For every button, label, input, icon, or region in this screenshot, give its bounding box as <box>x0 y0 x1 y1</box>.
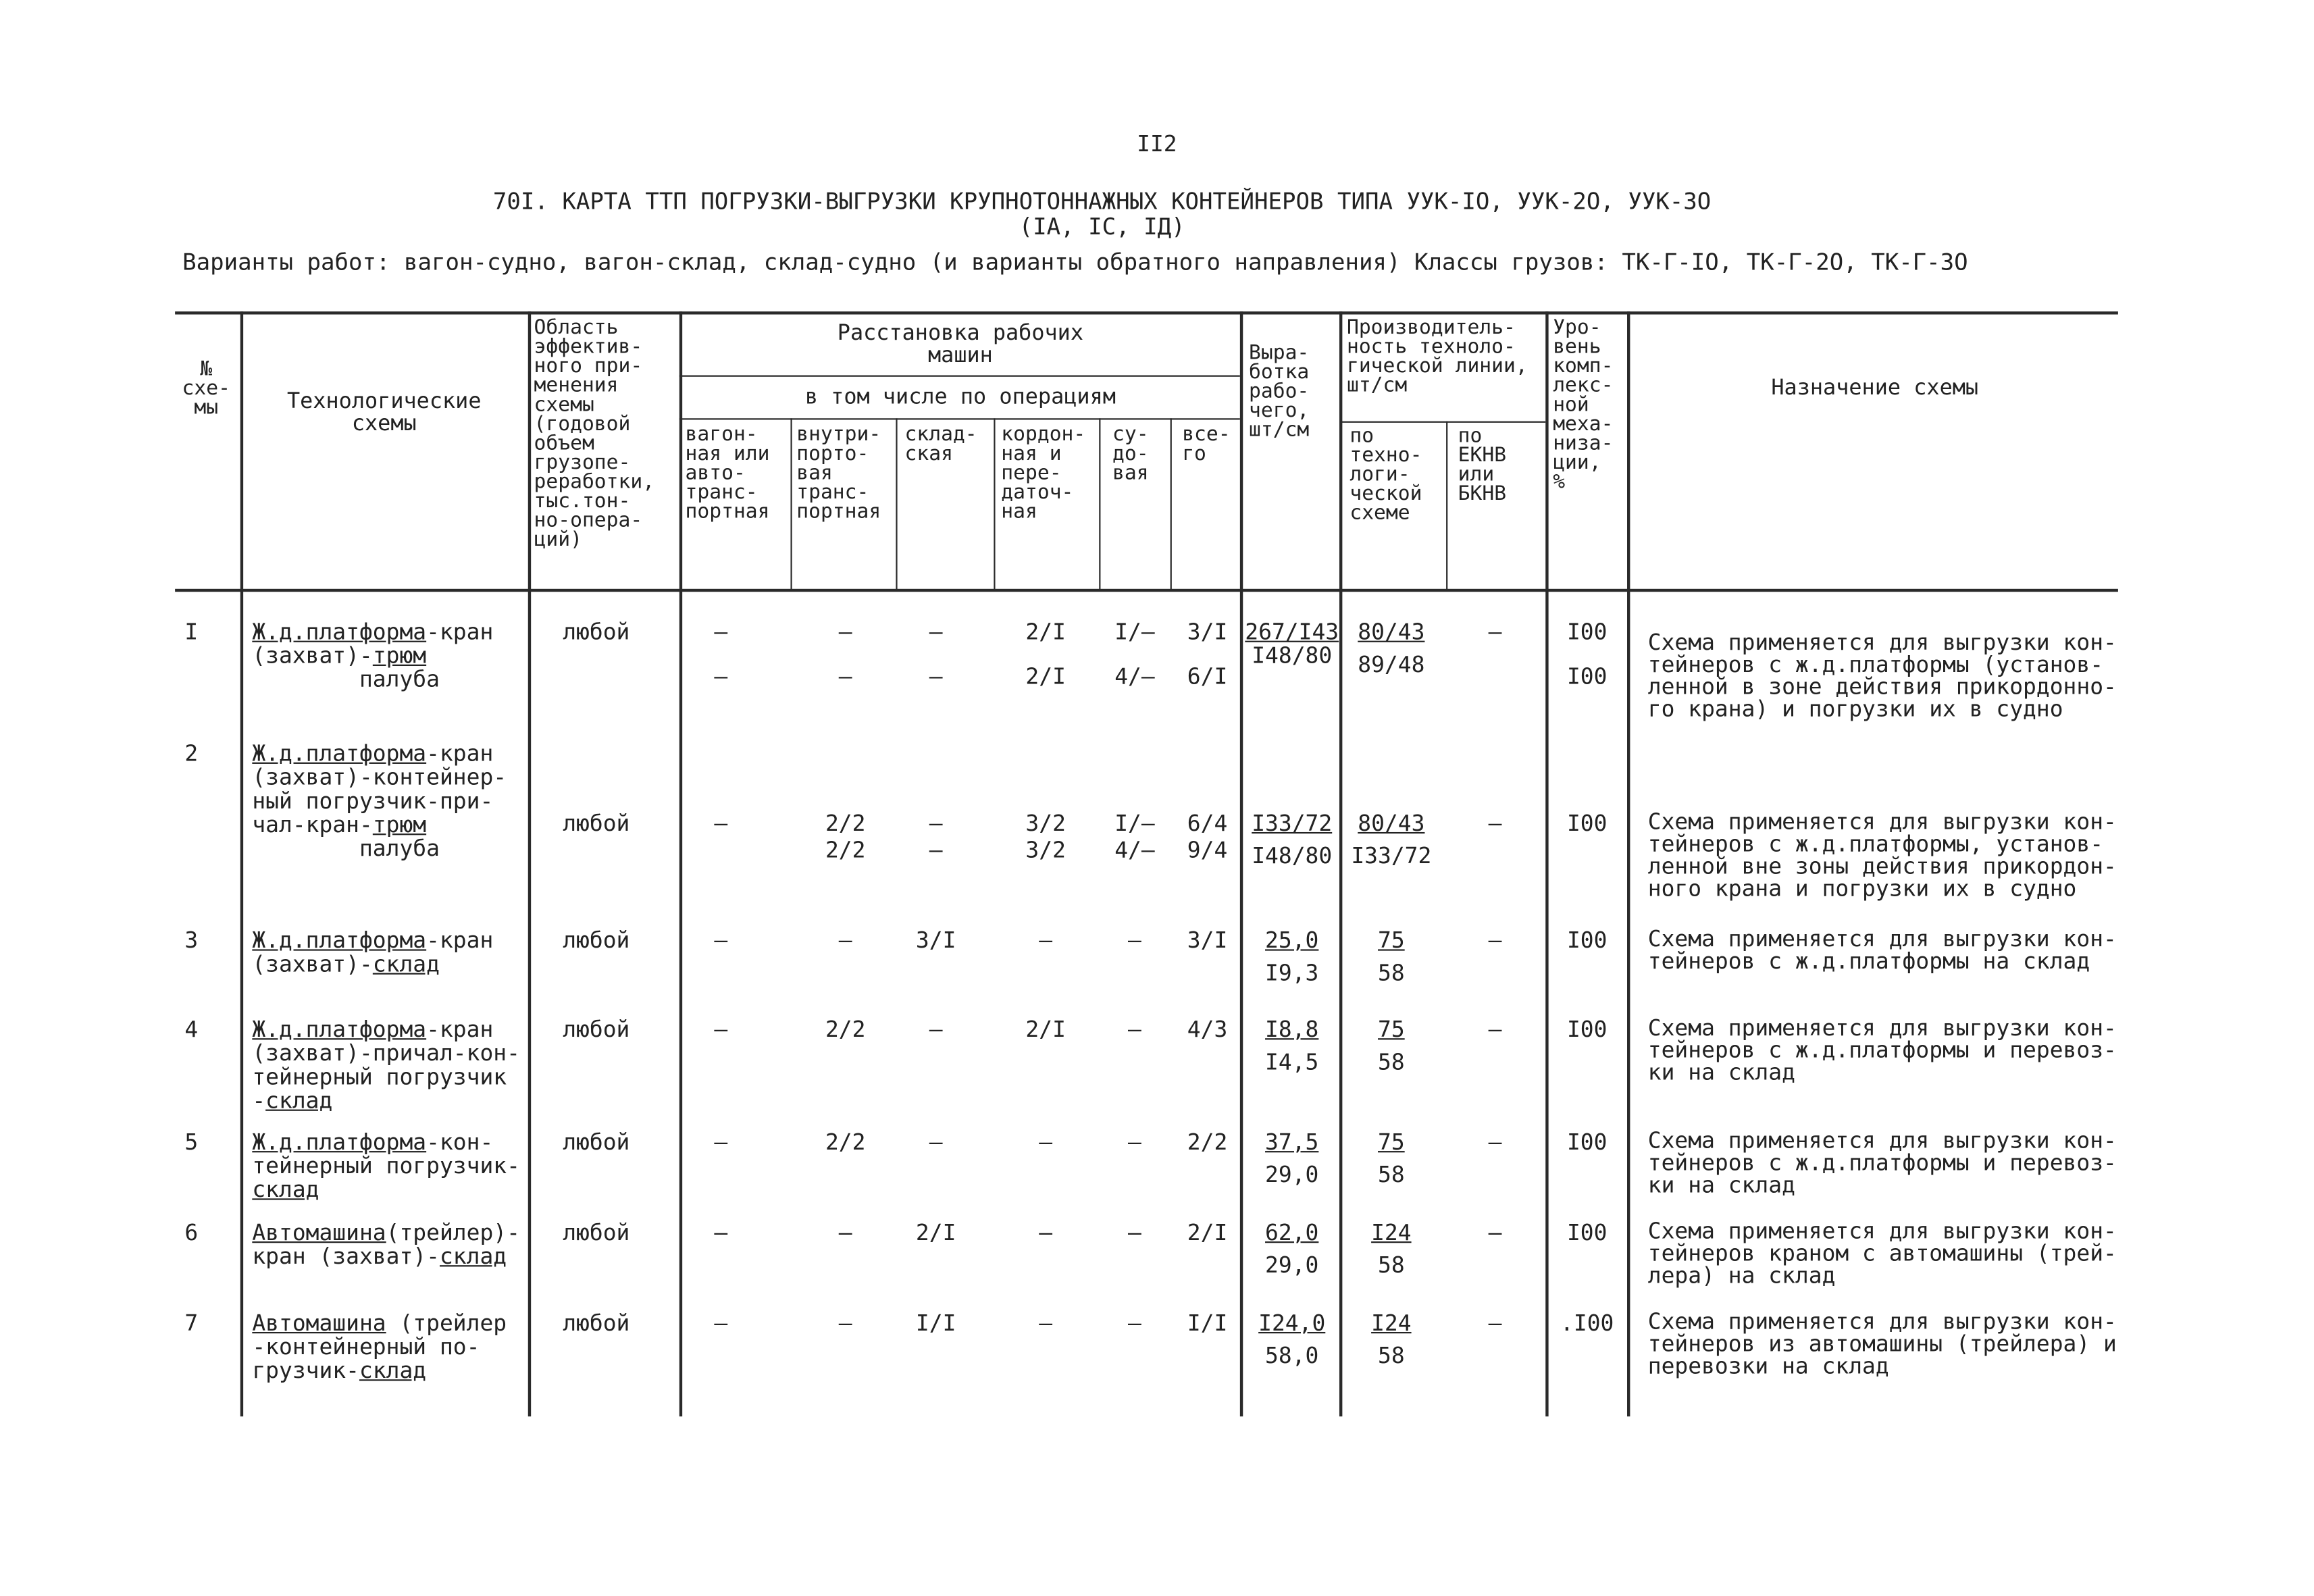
output-denominator: 29,0 <box>1265 1161 1319 1188</box>
scheme-text-segment: склад <box>252 1176 319 1203</box>
cordon-value: 2/I <box>1025 618 1066 646</box>
total-value: 6/4 <box>1187 810 1228 837</box>
header-mechanization-level: Уро- вень комп- лекс- ной меха- низа- ции, % <box>1553 315 1614 494</box>
scheme-text-line <box>252 1311 507 1335</box>
header-bottom-rule <box>175 589 2118 591</box>
cordon-value: 3/2 <box>1025 836 1066 864</box>
header-machine-placement: Расстановка рабочих машин <box>837 321 1084 368</box>
tech-numerator: 75 <box>1378 1129 1405 1156</box>
ekn-value: – <box>1488 1219 1502 1246</box>
scheme-text-segment: (захват)-контейнер- <box>252 763 507 791</box>
internal-value: – <box>838 1219 852 1246</box>
col-rule-cordon <box>994 418 995 590</box>
cordon-value: – <box>1039 1219 1053 1246</box>
scheme-text-segment: -кран <box>426 618 494 646</box>
col-rule-internal <box>790 418 792 590</box>
warehouse-value: I/I <box>915 1310 956 1337</box>
operations-subheader-rule <box>679 418 1240 419</box>
row-number: 4 <box>184 1016 199 1043</box>
internal-value: – <box>838 927 852 954</box>
scheme-text-segment: тейнерный погрузчик- <box>252 1152 520 1179</box>
cordon-value: 2/I <box>1025 1016 1066 1043</box>
col-rule-total <box>1171 418 1172 590</box>
total-value: 2/I <box>1187 1219 1228 1246</box>
work-variants-line: Варианты работ: вагон-судно, вагон-склад, склад-судно (и варианты обратного направления) Классы грузов: ТК-Г-IO, ТК-Г-2O, ТК-Г-3O <box>182 249 1968 276</box>
ekn-value: – <box>1488 1310 1502 1337</box>
application-area: любой <box>563 927 630 954</box>
scheme-purpose: Схема применяется для выгрузки кон- тейнеров с ж.д.платформы на склад <box>1647 925 2117 975</box>
output-numerator: 37,5 <box>1265 1129 1319 1156</box>
ship-value: 4/– <box>1114 663 1155 690</box>
warehouse-value: – <box>929 618 943 646</box>
output-numerator: 25,0 <box>1265 927 1319 954</box>
row-number: 5 <box>184 1129 199 1156</box>
card-title-line2: (IA, IC, IД) <box>1019 213 1185 240</box>
tech-denominator: I33/72 <box>1351 842 1432 869</box>
warehouse-value: 2/I <box>915 1219 956 1246</box>
output-denominator: 29,0 <box>1265 1252 1319 1279</box>
scheme-text-line <box>252 742 493 765</box>
page-number: II2 <box>1137 130 1177 157</box>
card-title-line1: 70I. КАРТА ТТП ПОГРУЗКИ-ВЫГРУЗКИ КРУПНОТОННАЖНЫХ КОНТЕЙНЕРОВ ТИПА УУК-IO, УУК-2O, УУК-3O <box>492 188 1712 215</box>
internal-value: 2/2 <box>825 1016 866 1043</box>
warehouse-value: – <box>929 1016 943 1043</box>
scheme-purpose: Схема применяется для выгрузки кон- тейнеров с ж.д.платформы и перевоз- ки на склад <box>1647 1014 2117 1086</box>
wagon-value: – <box>714 810 728 837</box>
scheme-text-segment: трюм <box>372 642 427 669</box>
scheme-text-segment: ный погрузчик-при- <box>252 788 494 815</box>
tech-denominator: 58 <box>1378 1252 1405 1279</box>
header-scheme-purpose: Назначение схемы <box>1771 376 1979 401</box>
output-numerator: I33/72 <box>1252 810 1333 837</box>
row-number: 7 <box>184 1310 199 1337</box>
ekn-value: – <box>1488 927 1502 954</box>
scheme-text-segment: склад <box>265 1087 333 1114</box>
warehouse-value: – <box>929 1129 943 1156</box>
output-numerator: I8,8 <box>1265 1016 1319 1043</box>
tech-denominator: 58 <box>1378 1048 1405 1076</box>
total-value: 3/I <box>1187 927 1228 954</box>
header-warehouse: склад- ская <box>904 422 977 466</box>
wagon-value: – <box>714 1310 728 1337</box>
output-denominator: I48/80 <box>1252 642 1333 669</box>
scheme-text-line <box>252 1220 520 1244</box>
ekn-value: – <box>1488 810 1502 837</box>
total-value: 4/3 <box>1187 1016 1228 1043</box>
tech-numerator: I24 <box>1371 1219 1412 1246</box>
cordon-value: – <box>1039 1310 1053 1337</box>
wagon-value: – <box>714 927 728 954</box>
scheme-text-segment: Ж.д.платформа <box>252 1129 427 1156</box>
tech-numerator: I24 <box>1371 1310 1412 1337</box>
level-value: I00 <box>1566 1016 1608 1043</box>
productivity-subheader-rule <box>1341 421 1545 423</box>
scheme-text-line <box>252 1154 520 1177</box>
scheme-purpose: Схема применяется для выгрузки кон- тейнеров из автомашины (трейлера) и перевозки на склад <box>1647 1308 2117 1380</box>
internal-value: – <box>838 618 852 646</box>
scheme-text-segment: -контейнерный по- <box>252 1333 480 1360</box>
scheme-text-line <box>252 1017 493 1041</box>
col-rule-scheme <box>240 311 242 1416</box>
scheme-text-segment: грузчик- <box>252 1357 359 1384</box>
scheme-text-segment: (захват)-причал-кон- <box>252 1039 520 1066</box>
col-rule-productivity <box>1339 311 1341 1416</box>
internal-value: 2/2 <box>825 836 866 864</box>
application-area: любой <box>563 810 630 837</box>
scheme-text-line <box>252 952 440 976</box>
level-value: I00 <box>1566 618 1608 646</box>
table-top-rule <box>175 311 2118 313</box>
scheme-text-line <box>252 1065 507 1089</box>
ship-value: – <box>1128 927 1141 954</box>
scheme-text-line <box>252 667 440 691</box>
scheme-text-segment: склад <box>372 950 440 978</box>
ship-value: – <box>1128 1310 1141 1337</box>
header-intraport: внутри- порто- вая транс- портная <box>796 422 881 524</box>
scheme-purpose: Схема применяется для выгрузки кон- тейнеров с ж.д.платформы и перевоз- ки на склад <box>1647 1127 2117 1199</box>
ship-value: – <box>1128 1016 1141 1043</box>
ship-value: I/– <box>1114 618 1155 646</box>
header-worker-output: Выра- ботка рабо- чего, шт/см <box>1249 341 1310 442</box>
ekn-value: – <box>1488 618 1502 646</box>
level-value: I00 <box>1566 927 1608 954</box>
col-rule-ship <box>1099 418 1100 590</box>
scheme-purpose: Схема применяется для выгрузки кон- тейнеров с ж.д.платформы (установ- ленной в зоне действия прикордонно- го крана) и погрузки их в судно <box>1647 629 2117 723</box>
col-rule-area <box>528 311 530 1416</box>
scheme-text-line <box>252 1130 493 1154</box>
application-area: любой <box>563 1016 630 1043</box>
header-ship: су- до- вая <box>1112 422 1149 486</box>
scheme-text-line <box>252 620 493 644</box>
row-number: 2 <box>184 740 199 767</box>
warehouse-value: – <box>929 810 943 837</box>
application-area: любой <box>563 1219 630 1246</box>
scheme-text-line <box>252 1178 319 1202</box>
scheme-text-segment: склад <box>359 1357 427 1384</box>
output-numerator: 267/I43 <box>1245 618 1339 646</box>
col-rule-output <box>1240 311 1242 1416</box>
tech-numerator: 80/43 <box>1358 618 1425 646</box>
scheme-text-segment: (трейлер)- <box>386 1219 520 1246</box>
scheme-text-line <box>252 813 426 836</box>
scheme-text-segment: Автомашина <box>252 1310 386 1337</box>
application-area: любой <box>563 1129 630 1156</box>
scheme-text-segment: -кран <box>426 740 494 767</box>
header-by-operations: в том числе по операциям <box>804 385 1116 410</box>
scheme-text-segment: склад <box>439 1243 507 1270</box>
row-number: I <box>184 618 199 646</box>
scheme-text-line <box>252 1041 520 1065</box>
scheme-text-line <box>252 765 507 789</box>
ship-value: 4/– <box>1114 836 1155 864</box>
header-scheme-number: № схе- мы <box>182 357 230 420</box>
tech-denominator: 58 <box>1378 1342 1405 1369</box>
scheme-text-segment: Ж.д.платформа <box>252 1016 427 1043</box>
scheme-text-segment: (захват)- <box>252 642 373 669</box>
level-value: I00 <box>1566 663 1608 690</box>
scheme-text-segment: Ж.д.платформа <box>252 927 427 954</box>
header-by-tech-scheme: по техно- логи- ческой схеме <box>1349 424 1422 525</box>
tech-numerator: 75 <box>1378 927 1405 954</box>
level-value: I00 <box>1566 810 1608 837</box>
ship-value: I/– <box>1114 810 1155 837</box>
row-number: 3 <box>184 927 199 954</box>
scheme-text-segment: -кран <box>426 1016 494 1043</box>
scheme-text-line <box>252 1335 480 1358</box>
level-value: I00 <box>1566 1219 1608 1246</box>
header-tech-schemes: Технологические схемы <box>286 390 482 436</box>
scheme-text-line <box>252 1359 426 1383</box>
application-area: любой <box>563 1310 630 1337</box>
cordon-value: 3/2 <box>1025 810 1066 837</box>
row-number: 6 <box>184 1219 199 1246</box>
scheme-purpose: Схема применяется для выгрузки кон- тейнеров краном с автомашины (трей- лера) на склад <box>1647 1217 2117 1289</box>
tech-numerator: 80/43 <box>1358 810 1425 837</box>
wagon-value: – <box>714 1016 728 1043</box>
scheme-text-segment: трюм <box>372 811 427 838</box>
scheme-text-segment: чал-кран- <box>252 811 373 838</box>
tech-denominator: 89/48 <box>1358 651 1425 678</box>
scheme-text-segment: -кон- <box>426 1129 494 1156</box>
placement-subheader-rule <box>679 376 1240 377</box>
col-rule-level <box>1545 311 1547 1416</box>
header-total: все- го <box>1182 422 1231 466</box>
level-value: I00 <box>1566 1129 1608 1156</box>
card-title <box>0 190 2204 240</box>
ship-value: – <box>1128 1219 1141 1246</box>
scheme-text-segment: Ж.д.платформа <box>252 618 427 646</box>
internal-value: 2/2 <box>825 810 866 837</box>
header-by-ekn: по ЕКНВ или БКНВ <box>1458 424 1507 506</box>
wagon-value: – <box>714 618 728 646</box>
header-line-productivity: Производитель- ность техноло- гической линии, шт/см <box>1346 315 1528 398</box>
total-value: I/I <box>1187 1310 1228 1337</box>
col-rule-placement <box>679 311 682 1416</box>
tech-denominator: 58 <box>1378 1161 1405 1188</box>
output-denominator: I9,3 <box>1265 959 1319 987</box>
scheme-text-segment: (трейлер <box>386 1310 507 1337</box>
scheme-text-segment: кран (захват)- <box>252 1243 440 1270</box>
col-rule-ekn <box>1446 421 1447 590</box>
internal-value: – <box>838 1310 852 1337</box>
total-value: 9/4 <box>1187 836 1228 864</box>
application-area: любой <box>563 618 630 646</box>
wagon-value: – <box>714 1219 728 1246</box>
scheme-text-segment: - <box>252 1087 266 1114</box>
internal-value: 2/2 <box>825 1129 866 1156</box>
scheme-text-line <box>252 644 426 667</box>
internal-value: – <box>838 663 852 690</box>
scheme-text-line <box>252 789 493 813</box>
cordon-value: 2/I <box>1025 663 1066 690</box>
output-denominator: I48/80 <box>1252 842 1333 869</box>
ekn-value: – <box>1488 1016 1502 1043</box>
total-value: 3/I <box>1187 618 1228 646</box>
warehouse-value: – <box>929 663 943 690</box>
output-numerator: 62,0 <box>1265 1219 1319 1246</box>
header-application-area: Область эффектив- ного при- менения схемы (годовой объем грузопе- реработки, тыс.тон- но-опера- ций) <box>534 315 655 552</box>
output-denominator: I4,5 <box>1265 1048 1319 1076</box>
ship-value: – <box>1128 1129 1141 1156</box>
scheme-text-segment: Ж.д.платформа <box>252 740 427 767</box>
header-cordon: кордон- ная и пере- даточ- ная <box>1001 422 1086 524</box>
scheme-text-segment: палуба <box>252 666 440 693</box>
scheme-text-segment: Автомашина <box>252 1219 386 1246</box>
level-value: .I00 <box>1560 1310 1614 1337</box>
output-denominator: 58,0 <box>1265 1342 1319 1369</box>
col-rule-purpose <box>1627 311 1629 1416</box>
tech-denominator: 58 <box>1378 959 1405 987</box>
ekn-value: – <box>1488 1129 1502 1156</box>
scheme-text-segment: палуба <box>252 835 440 862</box>
header-wagon-auto: вагон- ная или авто- транс- портная <box>685 422 770 524</box>
total-value: 6/I <box>1187 663 1228 690</box>
wagon-value: – <box>714 1129 728 1156</box>
col-rule-warehouse <box>896 418 897 590</box>
scheme-text-segment: -кран <box>426 927 494 954</box>
scheme-text-segment: (захват)- <box>252 950 373 978</box>
scheme-text-line <box>252 1089 332 1112</box>
tech-numerator: 75 <box>1378 1016 1405 1043</box>
scheme-purpose: Схема применяется для выгрузки кон- тейнеров с ж.д.платформы, установ- ленной вне зоны действия прикордон- ного крана и погрузки их в судно <box>1647 808 2117 902</box>
wagon-value: – <box>714 663 728 690</box>
output-numerator: I24,0 <box>1258 1310 1326 1337</box>
scheme-text-line <box>252 837 440 860</box>
total-value: 2/2 <box>1187 1129 1228 1156</box>
cordon-value: – <box>1039 1129 1053 1156</box>
warehouse-value: – <box>929 836 943 864</box>
scheme-text-line <box>252 1244 507 1268</box>
scheme-text-segment: тейнерный погрузчик <box>252 1063 507 1091</box>
warehouse-value: 3/I <box>915 927 956 954</box>
scheme-text-line <box>252 929 493 952</box>
cordon-value: – <box>1039 927 1053 954</box>
